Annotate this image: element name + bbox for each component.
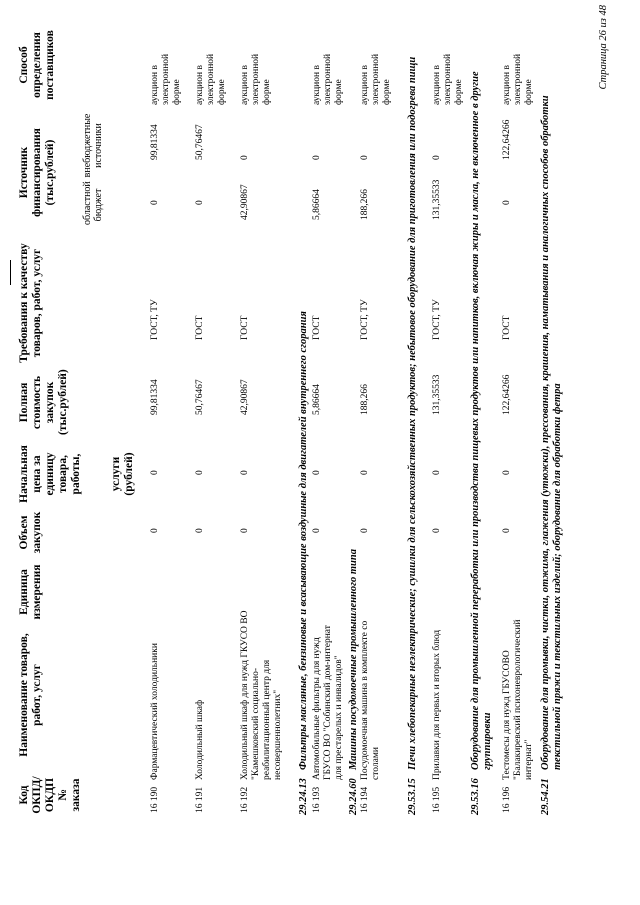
row-total: 131,35533 bbox=[432, 374, 442, 415]
row-name: Посудомоечная машина в комплекте со столами bbox=[360, 620, 381, 780]
header-name: Наименование товаров, работ, услуг bbox=[18, 633, 43, 757]
group-code: 29.24.60 bbox=[348, 778, 359, 815]
header-funding-offbudget: внебюджетные источники bbox=[82, 113, 104, 178]
row-total: 122,64266 bbox=[502, 374, 512, 415]
row-req: ГОСТ bbox=[312, 315, 322, 340]
row-method: аукцион в электронной форме bbox=[502, 53, 534, 105]
row-regional: 131,35533 bbox=[432, 179, 442, 220]
row-regional: 188,266 bbox=[360, 189, 370, 220]
row-req: ГОСТ bbox=[195, 315, 205, 340]
row-name: Холодильный шкаф для нужд ГКУСО ВО "Камешковский социально-реабилитационный центр для несовершеннолетних" bbox=[240, 610, 283, 780]
row-regional: 5,86664 bbox=[312, 189, 322, 220]
row-offbudget: 0 bbox=[432, 155, 442, 160]
row-volume: 0 bbox=[312, 528, 322, 533]
row-method: аукцион в электронной форме bbox=[432, 53, 464, 105]
row-regional: 0 bbox=[195, 200, 205, 205]
row-offbudget: 0 bbox=[312, 155, 322, 160]
row-price: 0 bbox=[195, 470, 205, 475]
row-req: ГОСТ, ТУ bbox=[360, 299, 370, 340]
divider bbox=[10, 260, 11, 285]
row-req: ГОСТ, ТУ bbox=[150, 299, 160, 340]
group-title: Фильтры масляные, бензиновые и всасывающие воздушные для двигателей внутреннего сгорания bbox=[298, 311, 309, 770]
header-total: Полная стоимость закупок (тыс.рублей) bbox=[18, 369, 69, 435]
group-title: Оборудование для промывки, чистки, отжима, глажения (утюжки), прессования, крашения, наматывания и аналогичных способов обработки текстильной пряжи и текстильных изделий; оборудование для обработки фетра bbox=[540, 95, 563, 770]
row-name: Тестомесы для нужд ГБУСОВО "Балакиревский психоневрологический интернат" bbox=[502, 619, 534, 780]
row-volume: 0 bbox=[360, 528, 370, 533]
row-regional: 0 bbox=[502, 200, 512, 205]
row-method: аукцион в электронной форме bbox=[195, 53, 227, 105]
row-total: 188,266 bbox=[360, 384, 370, 415]
group-code: 29.54.21 bbox=[540, 778, 551, 815]
header-code: Код ОКПД/ ОКДП № заказа bbox=[18, 776, 82, 814]
row-regional: 42,90867 bbox=[240, 184, 250, 220]
row-code: 16 194 bbox=[360, 786, 370, 813]
page-number: Страница 26 из 48 bbox=[598, 5, 609, 90]
row-volume: 0 bbox=[432, 528, 442, 533]
row-total: 50,76467 bbox=[195, 379, 205, 415]
row-total: 5,86664 bbox=[312, 384, 322, 415]
row-code: 16 192 bbox=[240, 786, 250, 813]
row-price: 0 bbox=[150, 470, 160, 475]
row-volume: 0 bbox=[502, 528, 512, 533]
header-funding: Источник финансирования (тыс.рублей) bbox=[18, 128, 56, 217]
row-offbudget: 99,81334 bbox=[150, 124, 160, 160]
row-code: 16 196 bbox=[502, 786, 512, 813]
row-price: 0 bbox=[240, 470, 250, 475]
row-name: Холодильный шкаф bbox=[195, 699, 205, 780]
row-method: аукцион в электронной форме bbox=[360, 53, 392, 105]
row-method: аукцион в электронной форме bbox=[150, 53, 182, 105]
row-req: ГОСТ bbox=[502, 315, 512, 340]
row-volume: 0 bbox=[195, 528, 205, 533]
row-price: 0 bbox=[312, 470, 322, 475]
row-price: 0 bbox=[502, 470, 512, 475]
group-code: 29.53.16 bbox=[470, 778, 481, 815]
header-requirements: Требования к качеству товаров, работ, услуг bbox=[18, 243, 43, 363]
row-volume: 0 bbox=[240, 528, 250, 533]
group-code: 29.53.15 bbox=[407, 778, 418, 815]
row-code: 16 191 bbox=[195, 786, 205, 813]
header-volume: Объем закупок bbox=[18, 511, 43, 554]
row-offbudget: 50,76467 bbox=[195, 124, 205, 160]
row-code: 16 190 bbox=[150, 786, 160, 813]
row-offbudget: 122,64266 bbox=[502, 119, 512, 160]
row-price: 0 bbox=[432, 470, 442, 475]
row-total: 99,81334 bbox=[150, 379, 160, 415]
row-method: аукцион в электронной форме bbox=[240, 53, 272, 105]
group-title: Печи хлебопекарные неэлектрические; сушилки для сельскохозяйственных продуктов; небытовое оборудование для приготовления или подогрева пищи bbox=[407, 56, 418, 770]
row-offbudget: 0 bbox=[360, 155, 370, 160]
row-name: Прилавки для первых и вторых блюд bbox=[432, 629, 442, 780]
header-method: Способ определения поставщиков bbox=[18, 30, 56, 100]
row-code: 16 195 bbox=[432, 786, 442, 813]
row-volume: 0 bbox=[150, 528, 160, 533]
group-code: 29.24.13 bbox=[298, 778, 309, 815]
row-name: Фармацевтический холодильники bbox=[150, 643, 160, 780]
row-price: 0 bbox=[360, 470, 370, 475]
row-method: аукцион в электронной форме bbox=[312, 53, 344, 105]
row-total: 42,90867 bbox=[240, 379, 250, 415]
row-req: ГОСТ bbox=[240, 315, 250, 340]
row-req: ГОСТ, ТУ bbox=[432, 299, 442, 340]
group-title: Машины посудомоечные промышленного типа bbox=[348, 549, 359, 770]
header-initial-price: Начальная цена за единицу товара, работы, bbox=[18, 445, 82, 503]
group-title: Оборудование для промышленной переработки или производства пищевых продуктов или напитков, включая жиры и масла, не включенное в другие группировки bbox=[470, 71, 493, 770]
header-funding-regional: областной бюджет bbox=[82, 181, 104, 225]
row-offbudget: 0 bbox=[240, 155, 250, 160]
row-regional: 0 bbox=[150, 200, 160, 205]
row-code: 16 193 bbox=[312, 786, 322, 813]
header-unit: Единица измерения bbox=[18, 564, 43, 620]
row-name: Автомобильные фильтры для нужд ГБУСО ВО "Собинский дом-интернат для престарелых и инвалидов" bbox=[312, 625, 344, 780]
header-initial-price-sub: услуги (рублей) bbox=[110, 452, 135, 496]
